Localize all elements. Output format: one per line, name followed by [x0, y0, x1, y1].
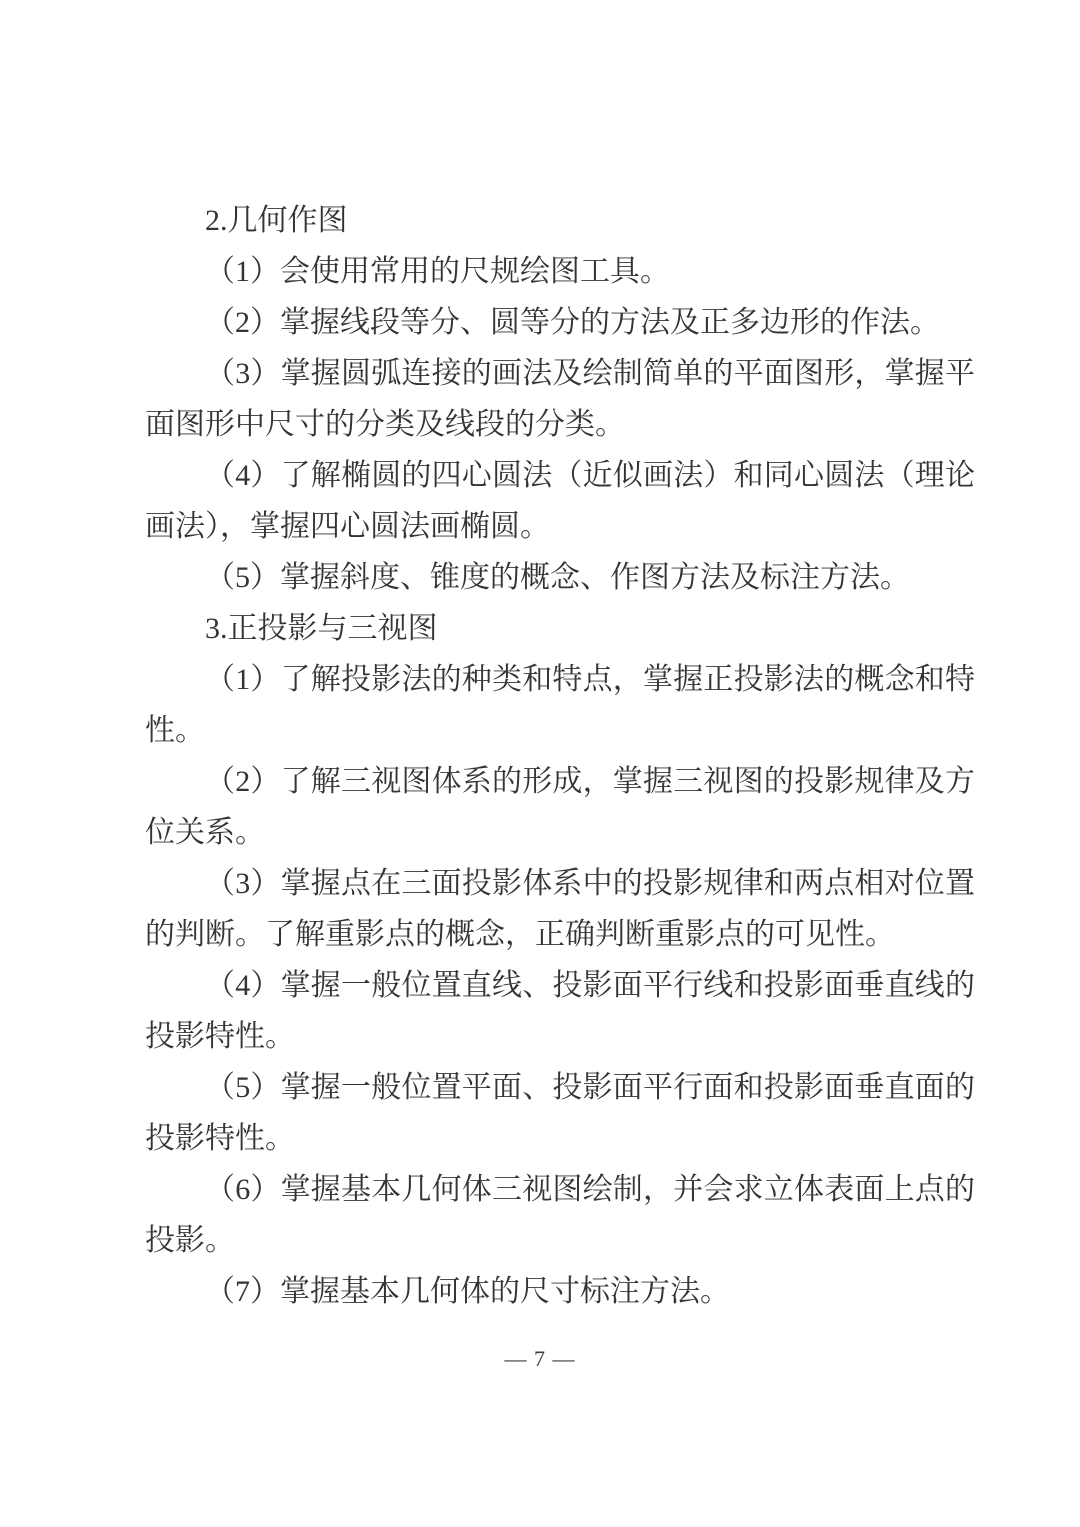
- list-item: （2）了解三视图体系的形成，掌握三视图的投影规律及方位关系。: [145, 765, 975, 849]
- page-body: [145, 195, 975, 1317]
- section-heading-orthographic-projection: 3.正投影与三视图: [205, 612, 438, 645]
- list-item: （1）会使用常用的尺规绘图工具。: [205, 255, 670, 288]
- list-item: （3）掌握圆弧连接的画法及绘制简单的平面图形，掌握平面图形中尺寸的分类及线段的分类。: [145, 357, 975, 441]
- list-item: （7）掌握基本几何体的尺寸标注方法。: [205, 1275, 730, 1308]
- list-item: （4）了解椭圆的四心圆法（近似画法）和同心圆法（理论画法），掌握四心圆法画椭圆。: [145, 459, 975, 543]
- page-number: — 7 —: [504, 1346, 576, 1371]
- list-item: （5）掌握一般位置平面、投影面平行面和投影面垂直面的投影特性。: [145, 1071, 975, 1155]
- list-item: （5）掌握斜度、锥度的概念、作图方法及标注方法。: [205, 561, 910, 594]
- list-item: （3）掌握点在三面投影体系中的投影规律和两点相对位置的判断。了解重影点的概念，正确判断重影点的可见性。: [145, 867, 975, 951]
- list-item: （6）掌握基本几何体三视图绘制，并会求立体表面上点的投影。: [145, 1173, 975, 1257]
- section-heading-geometric-drawing: 2.几何作图: [205, 204, 348, 237]
- list-item: （1）了解投影法的种类和特点，掌握正投影法的概念和特性。: [145, 663, 975, 747]
- list-item: （4）掌握一般位置直线、投影面平行线和投影面垂直线的投影特性。: [145, 969, 975, 1053]
- list-item: （2）掌握线段等分、圆等分的方法及正多边形的作法。: [205, 306, 940, 339]
